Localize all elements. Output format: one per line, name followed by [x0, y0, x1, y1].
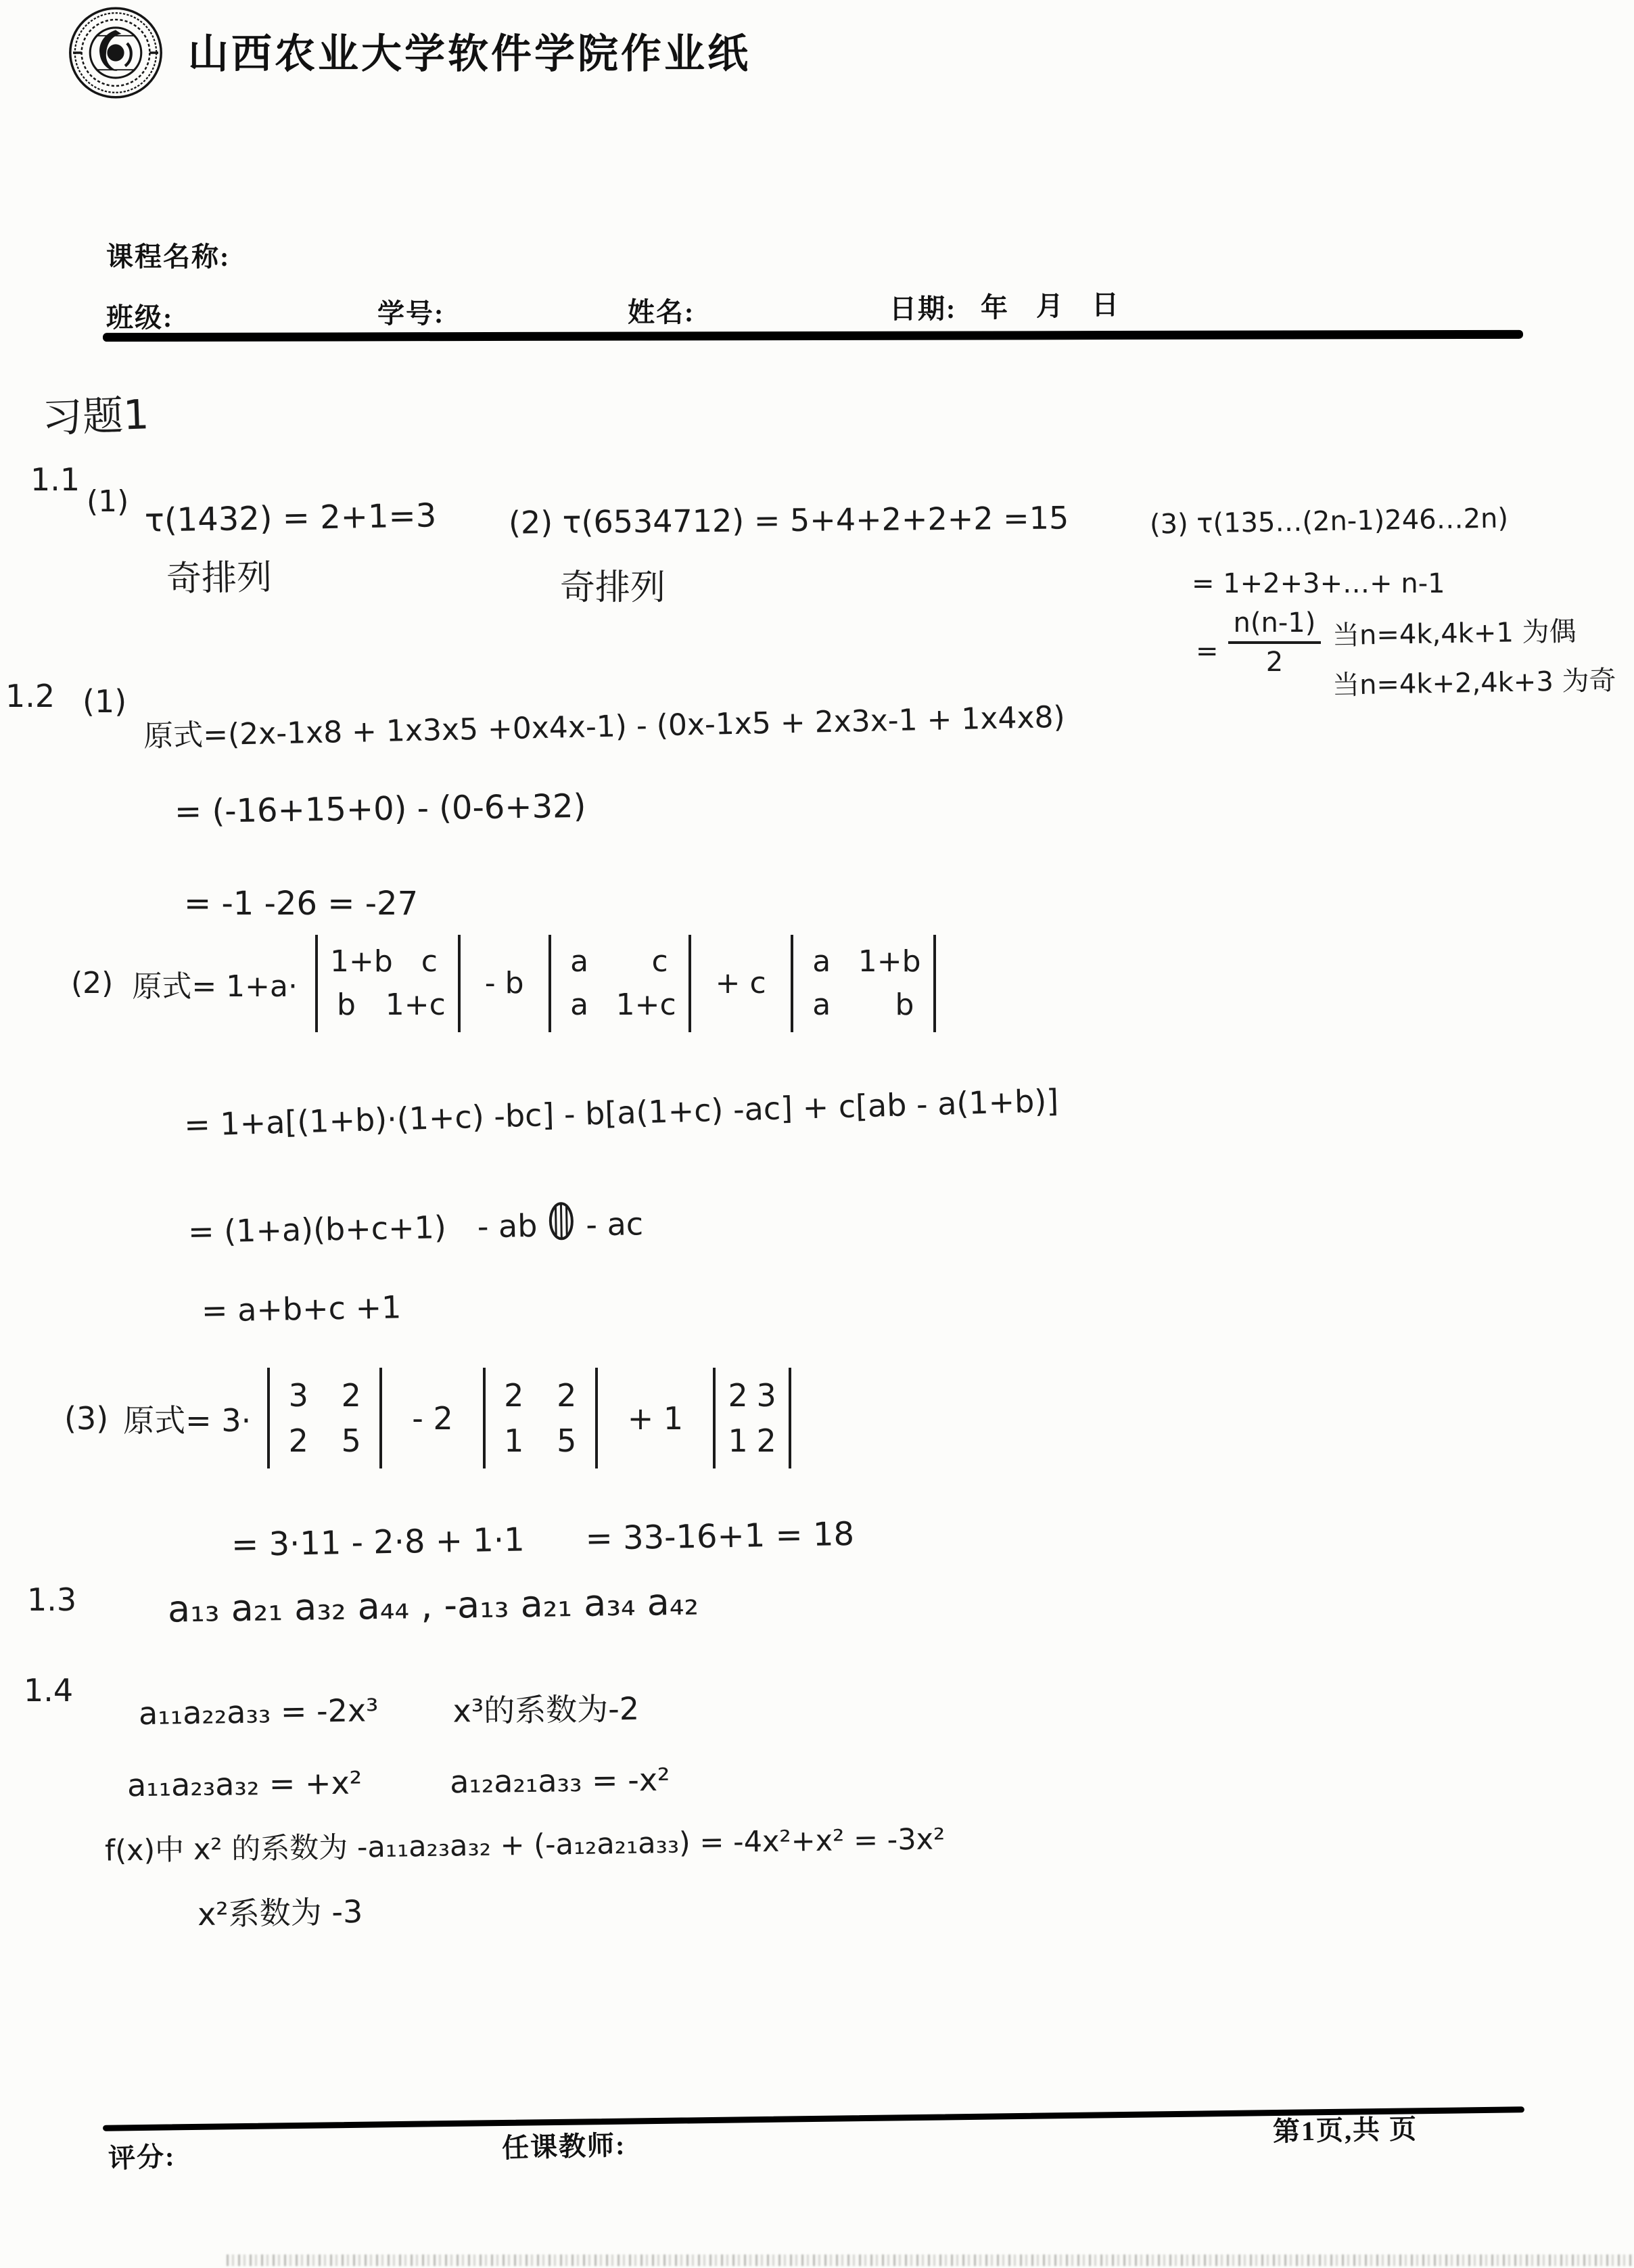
p11-q1-label: (1): [87, 484, 129, 519]
det-cell: 2: [756, 1422, 776, 1459]
p11-q3-line3: [1196, 607, 1321, 678]
p12-q2-label: (2): [71, 966, 114, 1001]
page-number-label: 第1页,共 页: [1272, 2114, 1418, 2147]
student-id-label: 学号:: [377, 298, 445, 329]
p14-line2: [127, 1761, 670, 1803]
determinant-2: [548, 935, 691, 1032]
equals-sign: =: [1196, 636, 1219, 667]
problem-1-2-number: 1.2: [5, 678, 55, 714]
determinant-3: [791, 935, 936, 1032]
p11-q2-note: 奇排列: [560, 568, 666, 608]
year-label: 年: [981, 292, 1009, 323]
p11-q3-line2: = 1+2+3+…+ n-1: [1192, 568, 1445, 599]
p11-q3-case1: 当n=4k,4k+1 为偶: [1332, 616, 1577, 652]
det-cell: 2: [728, 1377, 748, 1414]
p12-q1-line2: = (-16+15+0) - (0-6+32): [174, 787, 586, 831]
exercise-heading: 习题1: [41, 391, 150, 442]
p12-q1-line1: 原式=(2x-1x8 + 1x3x5 +0x4x-1) - (0x-1x5 + 2x3x-1 + 1x4x8): [143, 699, 1066, 754]
det-cell: 2: [288, 1422, 308, 1459]
det-cell: 5: [557, 1422, 577, 1459]
fraction-denominator: 2: [1265, 647, 1284, 678]
problem-1-4-number: 1.4: [24, 1672, 74, 1709]
p12-q3-prefix: 原式= 3·: [123, 1402, 252, 1439]
university-seal-logo: [66, 5, 165, 100]
fraction-numerator: n(n-1): [1228, 607, 1322, 644]
det-cell: 1+c: [385, 987, 446, 1022]
p14-line1-formula: a₁₁a₂₂a₃₃ = -2x³: [138, 1692, 379, 1732]
p11-q2-formula: (2) τ(6534712) = 5+4+2+2+2 =15: [508, 499, 1069, 541]
det-cell: a: [570, 987, 589, 1022]
p12-q3-op2: + 1: [627, 1399, 684, 1437]
p12-q2-line3: [187, 1199, 643, 1256]
p12-q2-line3-seg1: = (1+a)(b+c+1): [187, 1208, 447, 1250]
p12-q2-op1: - b: [484, 966, 524, 1001]
p12-q3-op1: - 2: [412, 1399, 453, 1437]
det-cell: 1+b: [858, 944, 921, 979]
score-label: 评分:: [108, 2141, 177, 2174]
p12-q2-line3-seg3: - ac: [585, 1205, 644, 1243]
p14-line2-formula1: a₁₁a₂₃a₃₂ = +x²: [126, 1764, 363, 1804]
p12-q2-line1: [71, 935, 943, 1032]
determinant-2: [483, 1368, 598, 1468]
p14-line1: [139, 1684, 640, 1736]
det-cell: 3: [756, 1377, 776, 1414]
day-label: 日: [1092, 290, 1120, 320]
fraction: [1228, 607, 1322, 678]
det-cell: b: [337, 987, 356, 1022]
p11-q1-formula: τ(1432) = 2+1=3: [144, 496, 437, 540]
det-cell: 2: [557, 1377, 577, 1414]
p13-answer: a₁₃ a₂₁ a₃₂ a₄₄ , -a₁₃ a₂₁ a₃₄ a₄₂: [167, 1580, 699, 1631]
teacher-label: 任课教师:: [501, 2129, 626, 2164]
seal-icon: [66, 5, 165, 100]
ink-scribble: [546, 1200, 577, 1250]
det-cell: c: [421, 944, 438, 979]
problem-1-1-number: 1.1: [30, 461, 80, 498]
p12-q3-line2-seg1: = 3·11 - 2·8 + 1·1: [231, 1521, 526, 1565]
det-cell: a: [570, 944, 589, 979]
determinant-1: [315, 935, 461, 1032]
det-cell: 1: [728, 1422, 748, 1459]
problem-1-3-number: 1.3: [27, 1581, 77, 1618]
p12-q2-line2: = 1+a[(1+b)·(1+c) -bc] - b[a(1+c) -ac] + c[ab - a(1+b)]: [183, 1082, 1059, 1144]
det-cell: 1+b: [330, 944, 393, 979]
class-label: 班级:: [106, 302, 174, 333]
p14-line3: f(x)中 x² 的系数为 -a₁₁a₂₃a₃₂ + (-a₁₂a₂₁a₃₃) = -4x²+x² = -3x²: [104, 1822, 946, 1868]
determinant-3: [713, 1368, 791, 1468]
p12-q2-op2: + c: [715, 966, 766, 1001]
p12-q3-line2: [231, 1515, 855, 1564]
p12-q2-prefix: 原式= 1+a·: [132, 969, 298, 1004]
scan-smudge: [227, 2254, 1634, 2266]
month-label: 月: [1036, 291, 1065, 321]
p12-q1-line3: = -1 -26 = -27: [184, 885, 419, 923]
p11-q3-case2: 当n=4k+2,4k+3 为奇: [1332, 665, 1616, 701]
p14-line2-formula2: a₁₂a₂₁a₃₃ = -x²: [449, 1761, 670, 1801]
header-divider: [103, 330, 1523, 342]
det-cell: 2: [341, 1377, 361, 1414]
p12-q3-line2-seg2: = 33-16+1 = 18: [585, 1514, 855, 1558]
p12-q3-label: (3): [64, 1399, 109, 1437]
det-cell: a: [812, 944, 831, 979]
p12-q1-label: (1): [83, 683, 127, 720]
det-cell: 1+c: [615, 987, 676, 1022]
date-label: 日期:: [889, 294, 957, 324]
p14-line1-note: x³的系数为-2: [452, 1690, 640, 1730]
page-title: 山西农业大学软件学院作业纸: [188, 32, 751, 76]
det-cell: b: [895, 987, 914, 1022]
det-cell: 2: [504, 1377, 524, 1414]
det-cell: c: [651, 944, 668, 979]
p14-line4: x²系数为 -3: [197, 1893, 363, 1933]
course-name-label: 课程名称:: [106, 241, 231, 272]
det-cell: 5: [341, 1422, 361, 1459]
p12-q2-line3-seg2: - ab: [477, 1207, 538, 1245]
p11-q1-note: 奇排列: [166, 557, 273, 600]
determinant-1: [267, 1368, 382, 1468]
p12-q3-line1: [64, 1368, 798, 1468]
p12-q2-line4: = a+b+c +1: [201, 1289, 402, 1329]
p11-q3-line1: (3) τ(135…(2n-1)246…2n): [1149, 503, 1509, 540]
name-label: 姓名:: [628, 297, 695, 327]
det-cell: 3: [288, 1377, 308, 1414]
det-cell: 1: [504, 1422, 524, 1459]
det-cell: a: [812, 987, 831, 1022]
